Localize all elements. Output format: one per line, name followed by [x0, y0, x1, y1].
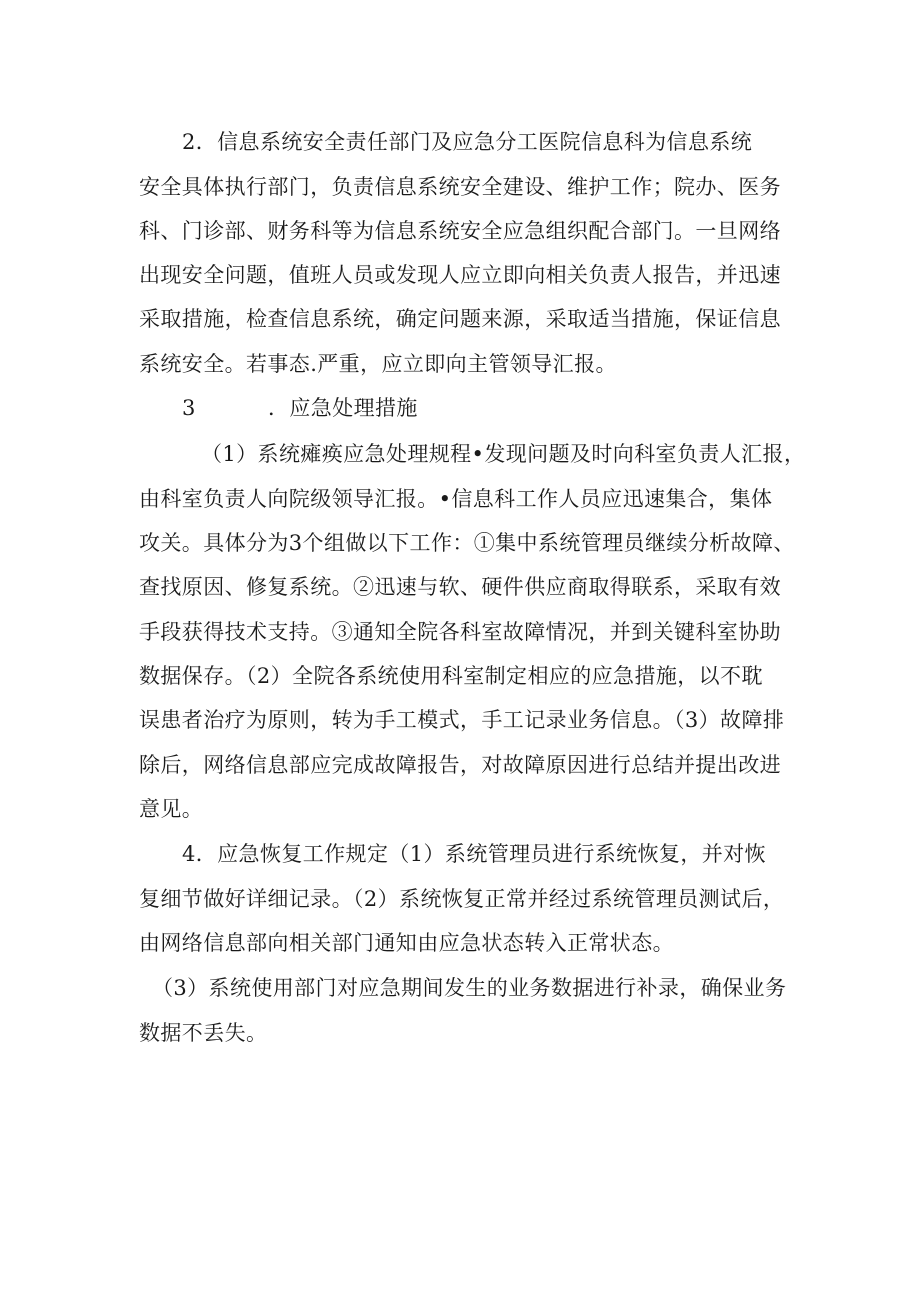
text-line: 采取措施，检查信息系统，确定问题来源，采取适当措施，保证信息	[139, 307, 781, 331]
text-line: （1）系统瘫痪应急处理规程•发现问题及时向科室负责人汇报，	[201, 442, 806, 466]
heading-title: ．应急处理措施	[268, 396, 418, 420]
text-line: 误患者治疗为原则，转为手工模式，手工记录业务信息。（3）故障排	[139, 708, 785, 732]
text-line: 数据保存。（2）全院各系统使用科室制定相应的应急措施，以不耽	[139, 664, 763, 688]
text-line: 除后，网络信息部应完成故障报告，对故障原因进行总结并提出改进	[139, 753, 781, 777]
text-line: 数据不丢失。	[139, 1021, 268, 1045]
text-line: 复细节做好详细记录。（2）系统恢复正常并经过系统管理员测试后，	[139, 887, 785, 911]
text-line: 安全具体执行部门，负责信息系统安全建设、维护工作；院办、医务	[139, 175, 781, 199]
text-line: （3）系统使用部门对应急期间发生的业务数据进行补录，确保业务	[152, 976, 787, 1000]
text-line: 手段获得技术支持。③通知全院各科室故障情况，并到关键科室协助	[139, 620, 781, 644]
text-line: 系统安全。若事态.严重，应立即向主管领导汇报。	[139, 352, 617, 376]
text-line: 4．应急恢复工作规定（1）系统管理员进行系统恢复，并对恢	[182, 842, 766, 866]
text-line: 2．信息系统安全责任部门及应急分工医院信息科为信息系统	[182, 130, 753, 154]
text-line: 查找原因、修复系统。②迅速与软、硬件供应商取得联系，采取有效	[139, 575, 781, 599]
text-line: 由网络信息部向相关部门通知由应急状态转入正常状态。	[139, 931, 674, 955]
text-line: 出现安全问题，值班人员或发现人应立即向相关负责人报告，并迅速	[139, 263, 781, 287]
text-line: 由科室负责人向院级领导汇报。•信息科工作人员应迅速集合，集体	[139, 487, 773, 511]
text-line: 意见。	[139, 797, 204, 821]
section-3-heading	[182, 393, 418, 423]
text-line: 科、门诊部、财务科等为信息系统安全应急组织配合部门。一旦网络	[139, 219, 781, 243]
text-line: 攻关。具体分为3个组做以下工作：①集中系统管理员继续分析故障、	[139, 531, 795, 555]
heading-number: 3	[182, 396, 196, 420]
